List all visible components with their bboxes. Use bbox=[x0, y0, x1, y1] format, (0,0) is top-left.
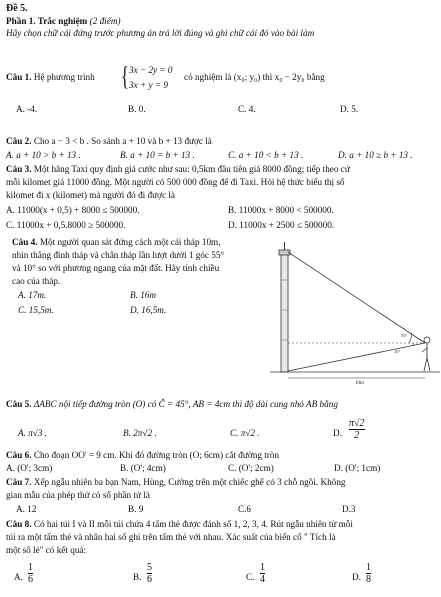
q8-a-denominator: 6 bbox=[28, 574, 33, 585]
q2-option-a: A. a + 10 > b + 13 . bbox=[6, 150, 81, 160]
q5-option-c: C. π√2 . bbox=[230, 428, 260, 438]
q3-label: Câu 3. bbox=[6, 164, 32, 174]
q7-option-a: A. 12 bbox=[16, 504, 37, 514]
tower-figure bbox=[270, 240, 440, 385]
q4-line1 bbox=[12, 237, 221, 248]
q5-option-b: B. 2π√2 . bbox=[123, 428, 157, 438]
q5-option-d-fraction bbox=[349, 418, 365, 441]
q4-label: Câu 4. bbox=[12, 237, 38, 247]
q4-line2: nhìn thẳng đỉnh tháp và chân tháp lần lượt dưới 1 góc 55° bbox=[12, 250, 225, 260]
q1-stem bbox=[6, 72, 95, 83]
q7-option-b: B. 9 bbox=[128, 504, 144, 514]
q8-c-numerator: 1 bbox=[260, 562, 265, 573]
q8-b-numerator: 5 bbox=[147, 562, 152, 573]
q8-option-b: B. bbox=[133, 572, 142, 582]
q8-option-c: C. bbox=[246, 572, 255, 582]
q5-stem bbox=[6, 399, 338, 410]
q4-option-c: C. 15,5m. bbox=[18, 305, 54, 315]
part-label: Phần 1. Trắc nghiệm bbox=[6, 16, 88, 26]
q1-eq2: 3x + y = 9 bbox=[129, 80, 168, 90]
q5-d-numerator: π√2 bbox=[349, 418, 365, 429]
q8-option-a-fraction bbox=[28, 562, 33, 585]
q8-text-1: Có hai túi I và II mỗi túi chứa 4 tấm thẻ được đánh số 1, 2, 3, 4. Rút ngẫu nhiên từ mỗi bbox=[33, 519, 353, 529]
q5-option-d: D. bbox=[333, 428, 342, 438]
q1-option-b: B. 0. bbox=[128, 104, 146, 114]
q1-text-b: có nghiệm là (x₀; y₀) thì x₀ − 2y₀ bằng bbox=[184, 72, 325, 82]
distance-label: 10m bbox=[355, 381, 364, 385]
q4-option-b: B. 16m bbox=[130, 290, 157, 300]
q4-text-1: Một người quan sát đứng cách một cái tháp 10m, bbox=[39, 237, 221, 247]
part-points: (2 điểm) bbox=[89, 16, 121, 26]
q3-line1 bbox=[6, 164, 350, 175]
q2-option-b: B. a + 10 = b + 13 . bbox=[120, 150, 195, 160]
q4-line4: cao của tháp. bbox=[12, 276, 61, 286]
q4-option-a: A. 17m. bbox=[18, 290, 47, 300]
exam-title: Đề 5. bbox=[6, 3, 28, 14]
q5-text: ΔABC nội tiếp đường tròn (O) có Ĉ = 45°, AB = 4cm thì độ dài cung nhỏ AB bằng bbox=[33, 399, 338, 409]
q2-stem bbox=[6, 136, 212, 147]
q8-c-denominator: 4 bbox=[260, 574, 265, 585]
q2-option-d: D. a + 10 ≥ b + 13 . bbox=[338, 150, 413, 160]
q1-option-a: A. -4. bbox=[16, 104, 38, 114]
q8-a-numerator: 1 bbox=[28, 562, 33, 573]
q3-option-b: B. 11000x + 8000 < 500000. bbox=[228, 205, 334, 215]
angle-label-bottom: 10° bbox=[394, 349, 401, 354]
q7-line1 bbox=[6, 477, 346, 488]
angle-label-top: 55° bbox=[401, 333, 408, 338]
sight-line-bottom bbox=[288, 343, 425, 371]
q8-option-a: A. bbox=[14, 572, 23, 582]
q7-text-1: Xếp ngẫu nhiên ba bạn Nam, Hùng, Cường trên một chiếc ghế có 3 chỗ ngồi. Không bbox=[33, 477, 346, 487]
q1-option-d: D. 5. bbox=[340, 104, 359, 114]
q6-option-a: A. (O'; 3cm) bbox=[6, 463, 53, 473]
q4-line3: và 10° so với phương ngang của mặt đất. Hãy tính chiều bbox=[12, 263, 220, 273]
q3-option-c: C. 11000x + 0,5.8000 ≥ 500000. bbox=[6, 220, 126, 230]
q5-option-a: A. π√3 . bbox=[18, 428, 48, 438]
q1-system bbox=[121, 61, 191, 92]
q1-option-c: C. 4. bbox=[238, 104, 256, 114]
brace-icon: { bbox=[121, 61, 129, 91]
tower bbox=[279, 242, 290, 372]
q3-line3: kilomet đi x (kilomet) mà người đó đi được là bbox=[6, 190, 175, 200]
angle-arc-top bbox=[409, 333, 412, 343]
q8-line3: một số lẻ" có kết quả: bbox=[6, 545, 87, 555]
q5-label: Câu 5. bbox=[6, 399, 32, 409]
q7-option-c: C.6 bbox=[238, 504, 252, 514]
q1-eq1: 3x − 2y = 0 bbox=[129, 65, 173, 75]
q5-d-denominator: 2 bbox=[354, 430, 360, 441]
q8-option-d: D. bbox=[352, 572, 361, 582]
q1-text-a: Hệ phương trình bbox=[33, 72, 95, 82]
q8-option-b-fraction bbox=[147, 562, 152, 585]
q6-option-b: B. (O'; 4cm) bbox=[120, 463, 166, 473]
q2-option-c: C. a + 10 < b + 13 . bbox=[228, 150, 304, 160]
q8-line2: túi ra một tấm thẻ và nhân hai số ghi trên tấm thẻ với nhau. Xác suất của biến cố " Tích là bbox=[6, 532, 336, 542]
q1-label: Câu 1. bbox=[6, 72, 32, 82]
q8-option-d-fraction bbox=[366, 562, 371, 585]
q6-stem bbox=[6, 450, 279, 461]
q3-option-d: D. 11000x + 2500 ≤ 500000. bbox=[228, 220, 335, 230]
q7-label: Câu 7. bbox=[6, 477, 32, 487]
q6-text: Cho đoạn OO' = 9 cm. Khi đó đường tròn (O; 6cm) cắt đường tròn bbox=[33, 450, 280, 460]
q7-line2: gian mẫu của phép thử có số phần tử là bbox=[6, 490, 150, 500]
q3-option-a: A. 11000(x + 0,5) + 8000 ≤ 500000. bbox=[6, 205, 140, 215]
q8-d-denominator: 8 bbox=[366, 574, 371, 585]
instruction: Hãy chọn chữ cái đứng trước phương án trả lời đúng và ghi chữ cái đó vào bài làm bbox=[6, 28, 315, 38]
q8-line1 bbox=[6, 519, 353, 530]
part-heading bbox=[6, 16, 121, 27]
q7-option-d: D.3 bbox=[342, 504, 356, 514]
q2-label: Câu 2. bbox=[6, 136, 32, 146]
q8-b-denominator: 6 bbox=[147, 574, 152, 585]
q2-text: Cho a − 3 < b . So sánh a + 10 và b + 13 được là bbox=[33, 136, 212, 146]
q3-line2: mỗi kilomet giá 11000 đồng. Một người có 500 000 đồng để đi Taxi. Hỏi hệ thức biểu thị số bbox=[6, 177, 345, 187]
q4-option-d: D. 16,5m. bbox=[130, 305, 167, 315]
sight-line-top bbox=[288, 252, 425, 343]
q6-option-c: C. (O'; 2cm) bbox=[228, 463, 274, 473]
q8-label: Câu 8. bbox=[6, 519, 32, 529]
q6-label: Câu 6. bbox=[6, 450, 32, 460]
q3-text-1: Một hãng Taxi quy định giá cước như sau: 0,5km đầu tiên giá 8000 đồng; tiếp theo cứ bbox=[33, 164, 350, 174]
q8-d-numerator: 1 bbox=[366, 562, 371, 573]
q6-option-d: D. (O'; 1cm) bbox=[334, 463, 381, 473]
q8-option-c-fraction bbox=[260, 562, 265, 585]
